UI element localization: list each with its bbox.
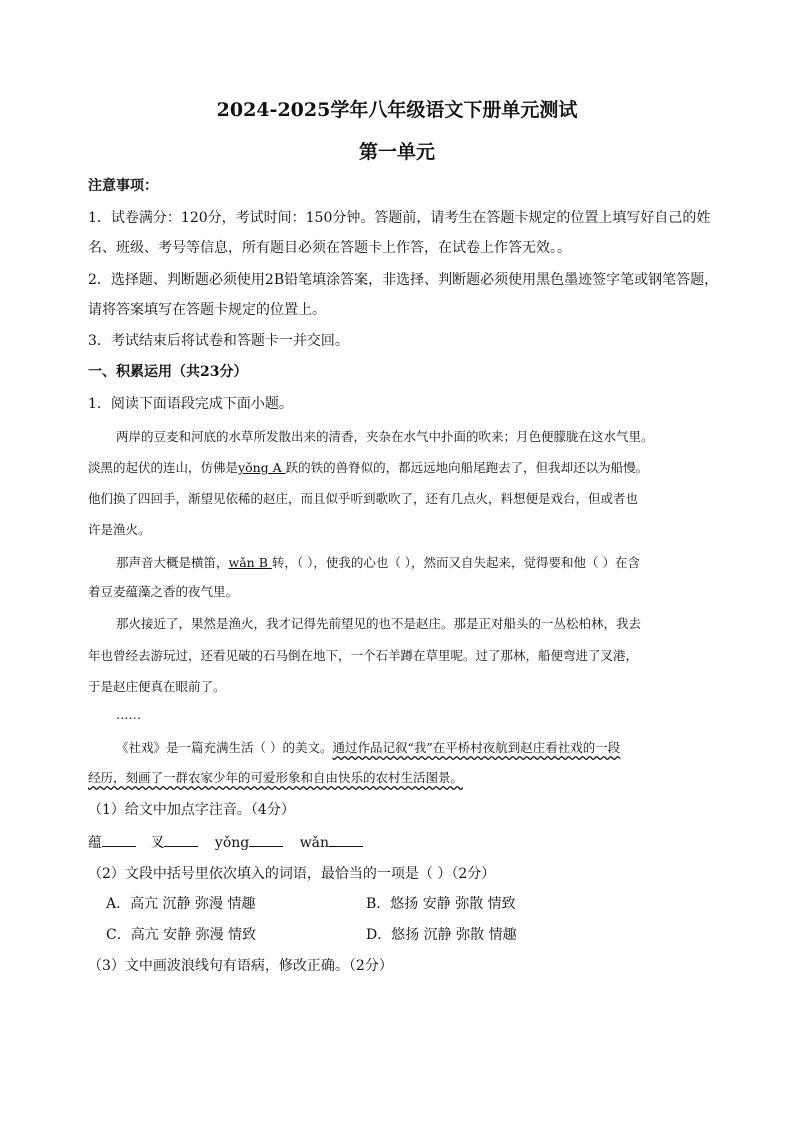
- passage-text: 《社戏》是一篇充满生活（ ）的美文。: [116, 740, 333, 755]
- answer-label: yǒng: [214, 835, 250, 851]
- notes-heading: 注意事项：: [88, 178, 158, 194]
- pinyin-answer-row: [88, 832, 728, 853]
- passage-p2-line-2: 着豆麦蕴藻之香的夜气里。: [88, 584, 239, 599]
- answer-blank[interactable]: [329, 832, 363, 847]
- unit-subtitle: 第一单元: [358, 141, 435, 163]
- answer-blank[interactable]: [249, 832, 283, 847]
- question-1-2: （2）文段中括号里依次填入的词语，最恰当的一项是（ ）（2分）: [88, 866, 496, 882]
- passage-text: 那声音大概是横笛，: [116, 555, 229, 570]
- option-a[interactable]: A．高亢 沉静 弥漫 情趣: [106, 896, 256, 912]
- passage-p3-line-3: 于是赵庄便真在眼前了。: [88, 679, 226, 694]
- passage-p1-line-4: 许是渔火。: [88, 522, 151, 537]
- passage-p4-line-2: [88, 768, 728, 788]
- passage-p1-line-3: 他们换了四回手，渐望见依稀的赵庄，而且似乎听到歌吹了，还有几点火，料想便是戏台，但或者也: [88, 491, 639, 506]
- passage-p1-line-1: 两岸的豆麦和河底的水草所发散出来的清香，夹杂在水气中扑面的吹来；月色便朦胧在这水气里。: [116, 429, 654, 444]
- passage-text: 转，（ ），使我的心也（ ），然而又自失起来，觉得要和他（ ）在含: [271, 555, 641, 570]
- wavy-underlined-sentence: 经历，刻画了一群农家少年的可爱形象和自由快乐的农村生活图景。: [88, 770, 464, 785]
- answer-label: wǎn: [299, 835, 330, 851]
- passage-p4-line-1: [88, 738, 756, 758]
- passage-text: 跃的铁的兽脊似的，都远远地向船尾跑去了，但我却还以为船慢。: [285, 460, 649, 475]
- answer-blank[interactable]: [102, 832, 136, 847]
- pinyin-blank-a: yǒng A: [238, 460, 286, 475]
- option-d[interactable]: D．悠扬 沉静 弥散 情趣: [366, 927, 517, 943]
- question-1-intro: 1．阅读下面语段完成下面小题。: [88, 396, 293, 412]
- passage-p2-line-1: [88, 553, 756, 573]
- page-title: 2024-2025学年八年级语文下册单元测试: [216, 99, 578, 121]
- note-item-1-line-1: 1．试卷满分：120分，考试时间：150分钟。答题前，请考生在答题卡规定的位置上填写好自己的姓: [88, 210, 711, 226]
- passage-ellipsis: ……: [116, 707, 141, 722]
- passage-p3-line-1: 那火接近了，果然是渔火，我才记得先前望见的也不是赵庄。那是正对船头的一丛松柏林，我去: [116, 616, 642, 631]
- option-c[interactable]: C．高亢 安静 弥漫 情致: [106, 927, 257, 943]
- passage-p1-line-2: [88, 458, 728, 478]
- answer-label: 叉: [150, 835, 165, 851]
- wavy-underlined-sentence: 通过作品记叙“我”在平桥村夜航到赵庄看社戏的一段: [332, 740, 621, 755]
- pinyin-blank-b: wǎn B: [228, 555, 272, 570]
- passage-text: 淡黑的起伏的连山，仿佛是: [88, 460, 239, 475]
- note-item-1-line-2: 名、班级、考号等信息，所有题目必须在答题卡上作答，在试卷上作答无效。。: [88, 240, 571, 256]
- passage-p3-line-2: 年也曾经去游玩过，还看见破的石马倒在地下，一个石羊蹲在草里呢。过了那林，船便弯进了叉港，: [88, 648, 639, 663]
- note-item-2-line-2: 请将答案填写在答题卡规定的位置上。: [88, 302, 326, 318]
- note-item-3: 3．考试结束后将试卷和答题卡一并交回。: [88, 333, 349, 349]
- answer-blank[interactable]: [164, 832, 198, 847]
- answer-label: 蕴: [88, 835, 102, 851]
- section-1-heading: 一、积累运用（共23分）: [88, 364, 248, 380]
- question-1-1: （1）给文中加点字注音。（4分）: [88, 802, 295, 818]
- question-1-3: （3）文中画波浪线句有语病，修改正确。（2分）: [88, 958, 393, 974]
- option-b[interactable]: B．悠扬 安静 弥散 情致: [366, 896, 516, 912]
- note-item-2-line-1: 2．选择题、判断题必须使用2B铅笔填涂答案，非选择、判断题必须使用黑色墨迹签字笔或钢笔答题，: [88, 272, 719, 288]
